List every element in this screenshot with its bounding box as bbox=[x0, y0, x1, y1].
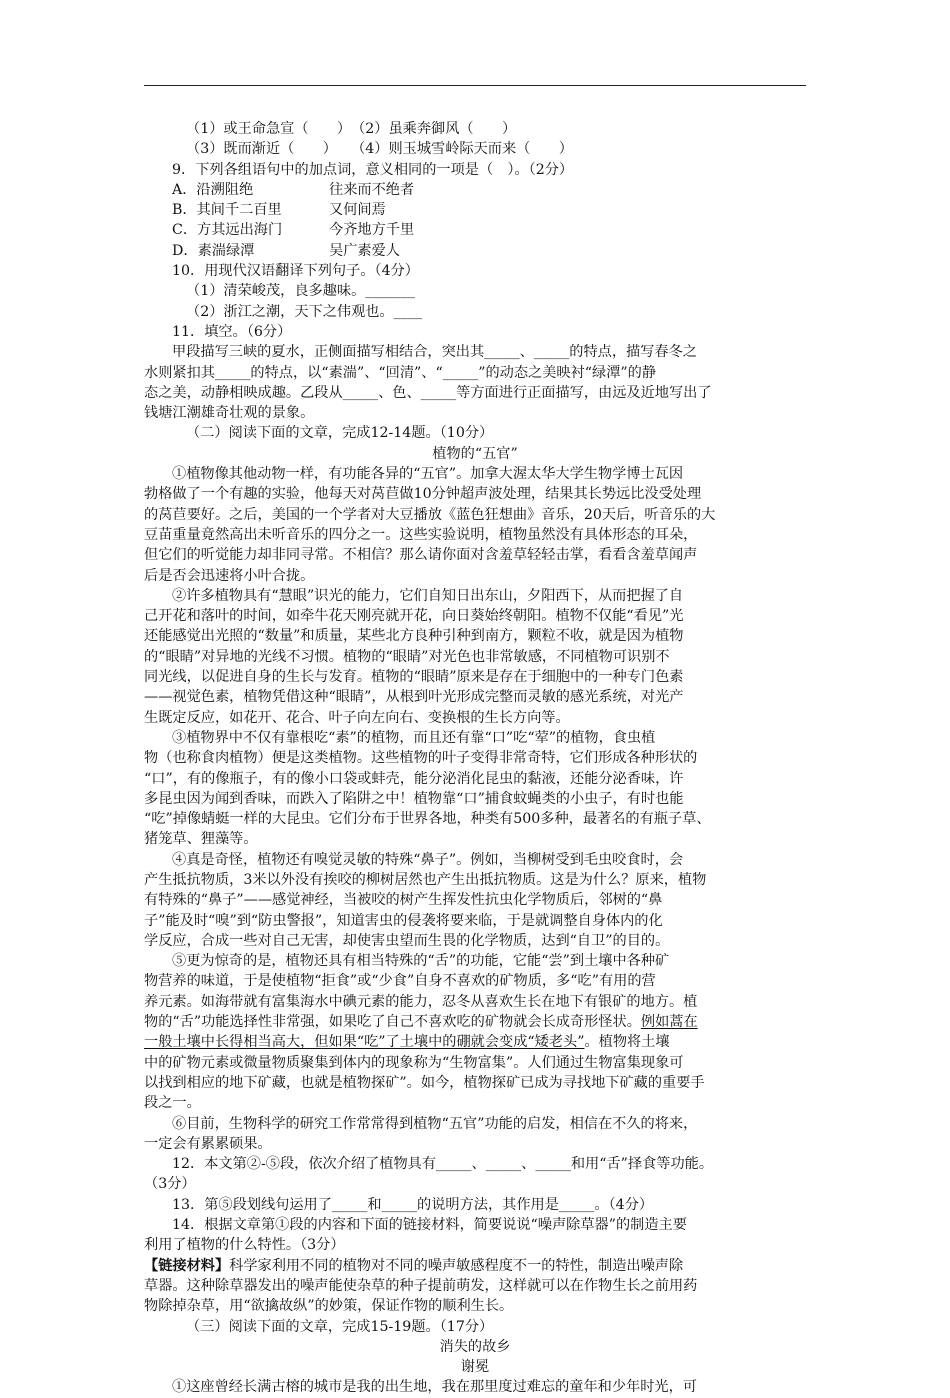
q14-line: 利用了植物的什么特性。（3分） bbox=[144, 1237, 345, 1254]
p1-line: 但它们的听觉能力却非同寻常。不相信？那么请你面对含羞草轻轻击掌，看看含羞草闻声 bbox=[144, 547, 698, 564]
p5-line: 段之一。 bbox=[144, 1095, 201, 1112]
underlined-sentence-start: 例如蒿在 bbox=[640, 1014, 698, 1031]
p2-line: 己开花和落叶的时间，如牵牛花天刚亮就开花，向日葵始终朝阳。植物不仅能“看见”光 bbox=[144, 608, 684, 625]
q9-stem: 9．下列各组语句中的加点词，意义相同的一项是（ ）。（2分） bbox=[172, 161, 574, 178]
q11-line: 甲段描写三峡的夏水，正侧面描写相结合，突出其_____、_____的特点，描写春冬之 bbox=[172, 344, 697, 361]
p5-line bbox=[144, 1012, 806, 1032]
q8-line-2: （3）既而渐近（ ） （4）则玉城雪岭际天而来（ ） bbox=[186, 141, 573, 158]
p2-line: ——视觉色素，植物凭借这种“眼睛”，从根到叶光形成完整而灵敏的感光系统，对光产 bbox=[144, 689, 684, 706]
p3-line: 物（也称食肉植物）便是这类植物。这些植物的叶子变得非常奇特，它们形成各种形状的 bbox=[144, 750, 698, 767]
q9-option-b bbox=[144, 200, 806, 220]
q11-line: 水则紧扣其_____的特点，以“素湍”、“回清”、“_____”的动态之美映衬“绿潭”的静 bbox=[144, 364, 657, 381]
link-material-line: 草器。这种除草器发出的噪声能使杂草的种子提前萌发，这样就可以在作物生长之前用药 bbox=[144, 1277, 698, 1294]
p4-line: 有特殊的“鼻子”——感觉神经，当被咬的树产生挥发性抗虫化学物质后，邻树的“鼻 bbox=[144, 892, 663, 909]
q10-item-2: （2）浙江之潮，天下之伟观也。____ bbox=[186, 303, 423, 320]
q13-line: 13．第⑤段划线句运用了_____和_____的说明方法，其作用是_____。（4分） bbox=[172, 1196, 654, 1213]
p5-line: ⑤更为惊奇的是，植物还具有相当特殊的“舌”的功能，它能“尝”到土壤中各种矿 bbox=[172, 953, 670, 970]
q9-option-c bbox=[144, 220, 806, 240]
p5-line bbox=[144, 1032, 806, 1052]
p5-line: 养元素。如海带就有富集海水中碘元素的能力，忍冬从喜欢生长在地下有银矿的地方。植 bbox=[144, 993, 698, 1010]
p4-line: 子”能及时“嗅”到“防虫警报”，知道害虫的侵袭将要来临，于是就调整自身体内的化 bbox=[144, 912, 663, 929]
section3-title: 消失的故乡 bbox=[439, 1338, 511, 1355]
q11-line: 钱塘江潮雄奇壮观的景象。 bbox=[144, 405, 315, 422]
section2-heading: （二）阅读下面的文章，完成12-14题。（10分） bbox=[186, 425, 494, 442]
q12-line: 12．本文第②-⑤段，依次介绍了植物具有_____、_____、_____和用“舌”择食等功能。 bbox=[172, 1156, 714, 1173]
p1-line: 后是否会迅速将小叶合拢。 bbox=[144, 567, 315, 584]
section2-title: 植物的“五官” bbox=[432, 445, 518, 462]
p2-line: 生既定反应，如花开、花合、叶子向左向右、变换根的生长方向等。 bbox=[144, 709, 570, 726]
p2-line: 的“眼睛”对异地的光线不习惯。植物的“眼睛”对光色也非常敏感，不同植物可识别不 bbox=[144, 648, 670, 665]
q14-line: 14．根据文章第①段的内容和下面的链接材料，简要说说“噪声除草器”的制造主要 bbox=[172, 1217, 687, 1234]
p3-line: “口”，有的像瓶子，有的像小口袋或蚌壳，能分泌消化昆虫的黏液，还能分泌香味，许 bbox=[144, 770, 684, 787]
p2-line: 同光线，以促进自身的生长与发育。植物的“眼睛”原来是存在于细胞中的一种专门色素 bbox=[144, 669, 684, 686]
option-left: A．沿溯阻绝 bbox=[172, 181, 254, 198]
option-right: 吴广素爱人 bbox=[329, 242, 400, 259]
q11-stem: 11．填空。（6分） bbox=[172, 323, 292, 340]
link-material-line: 物除掉杂草，用“欲擒故纵”的妙策，保证作物的顺利生长。 bbox=[144, 1298, 514, 1315]
p5-line-text: 物的“舌”功能选择性非常强，如果吃了自己不喜欢吃的矿物就会长成奇形怪状。 bbox=[144, 1014, 641, 1031]
p3-line: 猪笼草、狸藻等。 bbox=[144, 831, 258, 848]
q8-line-1: （1）或王命急宣（ ） （2）虽乘奔御风（ ） bbox=[186, 121, 517, 137]
q9-option-d bbox=[144, 241, 806, 261]
p5-line: 以找到相应的地下矿藏，也就是植物探矿”。如今，植物探矿已成为寻找地下矿藏的重要手 bbox=[144, 1074, 705, 1091]
p3-line: 多昆虫因为闻到香味，而跌入了陷阱之中！植物靠“口”捕食蚊蝇类的小虫子，有时也能 bbox=[144, 790, 684, 807]
p4-line: 产生抵抗物质，3米以外没有挨咬的柳树居然也产生出抵抗物质。这是为什么？原来，植物 bbox=[144, 871, 707, 888]
p2-line: 还能感觉出光照的“数量”和质量，某些北方良种引种到南方，颗粒不收，就是因为植物 bbox=[144, 628, 684, 645]
p1-line: 勃格做了一个有趣的实验，他每天对莴苣做10分钟超声波处理，结果其长势远比没受处理 bbox=[144, 486, 702, 503]
q11-line: 态之美，动静相映成趣。乙段从_____、色、_____等方面进行正面描写，由远及近地写出了 bbox=[144, 384, 712, 401]
p4-line: 学反应，合成一些对自己无害，却使害虫望而生畏的化学物质，达到“自卫”的目的。 bbox=[144, 932, 670, 949]
q12-line: （3分） bbox=[144, 1176, 196, 1193]
option-left: D．素湍绿潭 bbox=[172, 242, 255, 259]
p5-line-tail: 。植物将土壤 bbox=[584, 1034, 670, 1051]
p2-line: ②许多植物具有“慧眼”识光的能力，它们自知日出东山，夕阳西下，从而把握了自 bbox=[172, 587, 684, 604]
p1-line: 的莴苣要好。之后，美国的一个学者对大豆播放《蓝色狂想曲》音乐，20天后，听音乐的大 bbox=[144, 506, 716, 523]
section3-p1-line: ①这座曾经长满古榕的城市是我的出生地，我在那里度过难忘的童年和少年时光，可 bbox=[172, 1379, 697, 1396]
q9-option-a bbox=[144, 180, 806, 200]
q10-item-1: （1）清荣峻茂，良多趣味。_______ bbox=[186, 283, 415, 300]
exam-document bbox=[144, 119, 806, 1398]
option-left: B．其间千二百里 bbox=[172, 202, 282, 219]
underlined-sentence: 一般土壤中长得相当高大，但如果“吃”了土壤中的硼就会变成“矮老头” bbox=[144, 1034, 585, 1051]
option-right: 往来而不绝者 bbox=[329, 181, 415, 198]
p6-line: 一定会有累累硕果。 bbox=[144, 1135, 272, 1152]
header-rule bbox=[144, 85, 806, 86]
p1-line: 豆苗重量竟然高出未听音乐的四分之一。这些实验说明，植物虽然没有具体形态的耳朵， bbox=[144, 526, 698, 543]
p5-line: 中的矿物元素或微量物质聚集到体内的现象称为“生物富集”。人们通过生物富集现象可 bbox=[144, 1054, 684, 1071]
section3-heading: （三）阅读下面的文章，完成15-19题。（17分） bbox=[186, 1318, 494, 1335]
p1-line: ①植物像其他动物一样，有功能各异的“五官”。加拿大渥太华大学生物学博士瓦因 bbox=[172, 466, 684, 483]
q10-stem: 10．用现代汉语翻译下列句子。（4分） bbox=[172, 263, 419, 280]
option-left: C．方其远出海门 bbox=[172, 222, 283, 239]
p3-line: “吃”掉像蜻蜓一样的大昆虫。它们分布于世界各地，种类有500多种，最著名的有瓶子草、 bbox=[144, 811, 711, 828]
option-right: 又何间焉 bbox=[329, 202, 386, 219]
section3-author: 谢冕 bbox=[460, 1359, 490, 1376]
link-material-line bbox=[144, 1256, 806, 1276]
link-material-text: 科学家利用不同的植物对不同的噪声敏感程度不一的特性，制造出噪声除 bbox=[229, 1257, 684, 1274]
link-material-label: 【链接材料】 bbox=[144, 1257, 230, 1274]
option-right: 今齐地方千里 bbox=[329, 222, 415, 239]
p5-line: 物营养的味道，于是使植物“拒食”或“少食”自身不喜欢的矿物质，多“吃”有用的营 bbox=[144, 973, 656, 990]
p4-line: ④真是奇怪，植物还有嗅觉灵敏的特殊“鼻子”。例如，当柳树受到毛虫咬食时，会 bbox=[172, 851, 684, 868]
p6-line: ⑥目前，生物科学的研究工作常常得到植物“五官”功能的启发，相信在不久的将来， bbox=[172, 1115, 698, 1132]
p3-line: ③植物界中不仅有靠根吃“素”的植物，而且还有靠“口”吃“荤”的植物，食虫植 bbox=[172, 729, 656, 746]
